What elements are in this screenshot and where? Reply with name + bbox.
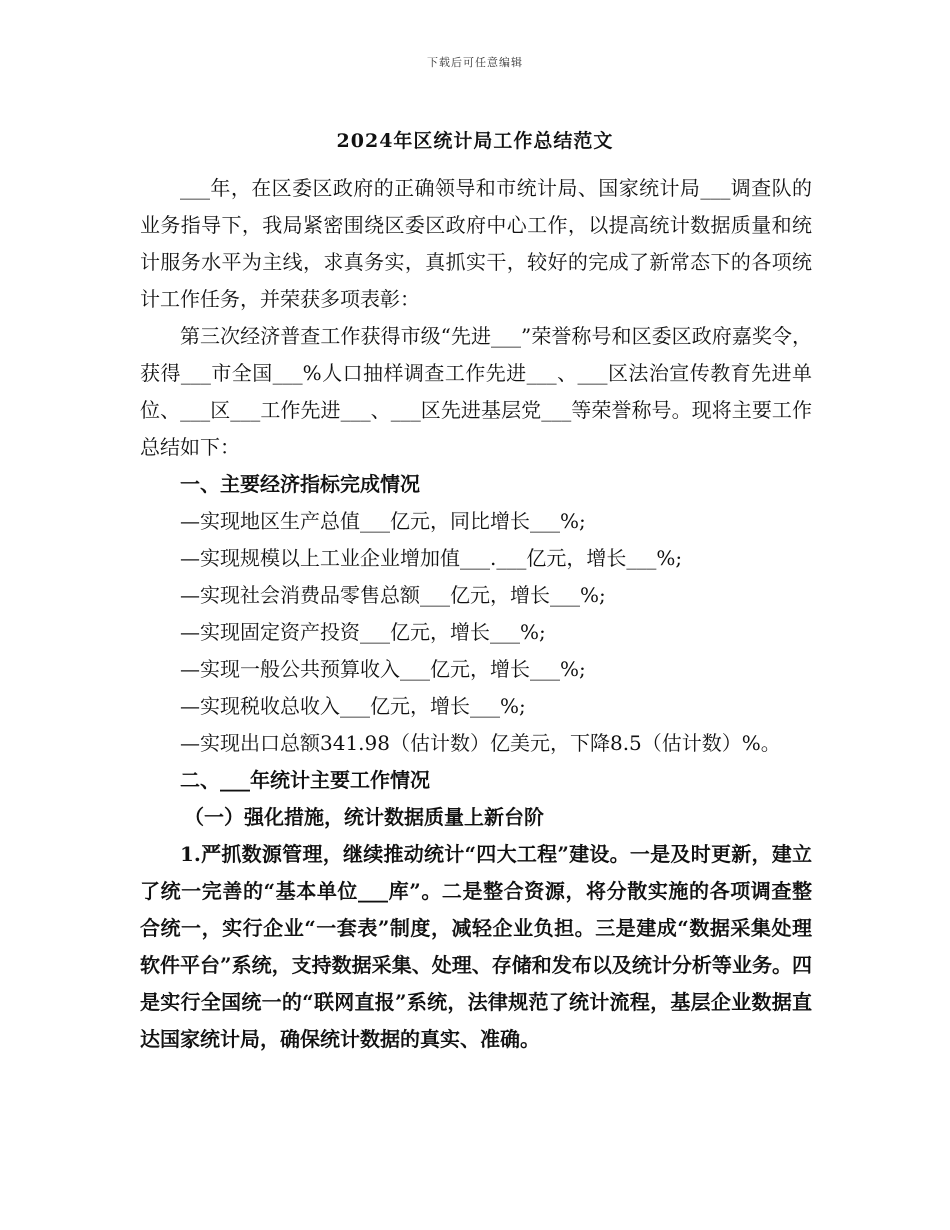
- indicator-item: —实现出口总额341.98（估计数）亿美元，下降8.5（估计数）%。: [180, 731, 781, 755]
- item-1-paragraph: 1.严抓数源管理，继续推动统计“四大工程”建设。一是及时更新，建立了统一完善的“基本单位___库”。二是整合资源，将分散实施的各项调查整合统一，实行企业“一套表”制度，减轻企业负担。三是建成“数据采集处理软件平台”系统，支持数据采集、处理、存储和发布以及统计分析等业务。四是实行全国统一的“联网直报”系统，法律规范了统计流程，基层企业数据直达国家统计局，确保统计数据的真实、准确。: [140, 842, 812, 1051]
- indicator-item: —实现规模以上工业企业增加值___.___亿元，增长___%;: [180, 546, 683, 570]
- subsection-1-heading: （一）强化措施，统计数据质量上新台阶: [184, 805, 544, 829]
- intro-paragraph: ___年，在区委区政府的正确领导和市统计局、国家统计局___调查队的业务指导下，我局紧密围绕区委区政府中心工作，以提高统计数据质量和统计服务水平为主线，求真务实，真抓实干，较好的完成了新常态下的各项统计工作任务，并荣获多项表彰：: [140, 176, 812, 311]
- document-body: [140, 170, 812, 1058]
- honors-paragraph: 第三次经济普查工作获得市级“先进___”荣誉称号和区委区政府嘉奖令，获得___市全国___%人口抽样调查工作先进___、___区法治宣传教育先进单位、___区___工作先进___、___区先进基层党___等荣誉称号。现将主要工作总结如下：: [140, 324, 812, 459]
- document-title: 2024年区统计局工作总结范文: [336, 130, 614, 152]
- indicator-item: —实现地区生产总值___亿元，同比增长___%;: [180, 509, 586, 533]
- header-note: 下载后可任意编辑: [427, 56, 523, 69]
- indicator-item: —实现社会消费品零售总额___亿元，增长___%;: [180, 583, 606, 607]
- indicator-item: —实现税收总收入___亿元，增长___%;: [180, 694, 526, 718]
- section-1-heading: 一、主要经济指标完成情况: [180, 472, 420, 496]
- section-2-heading: 二、___年统计主要工作情况: [180, 768, 430, 792]
- indicator-item: —实现固定资产投资___亿元，增长___%;: [180, 620, 546, 644]
- indicator-item: —实现一般公共预算收入___亿元，增长___%;: [180, 657, 586, 681]
